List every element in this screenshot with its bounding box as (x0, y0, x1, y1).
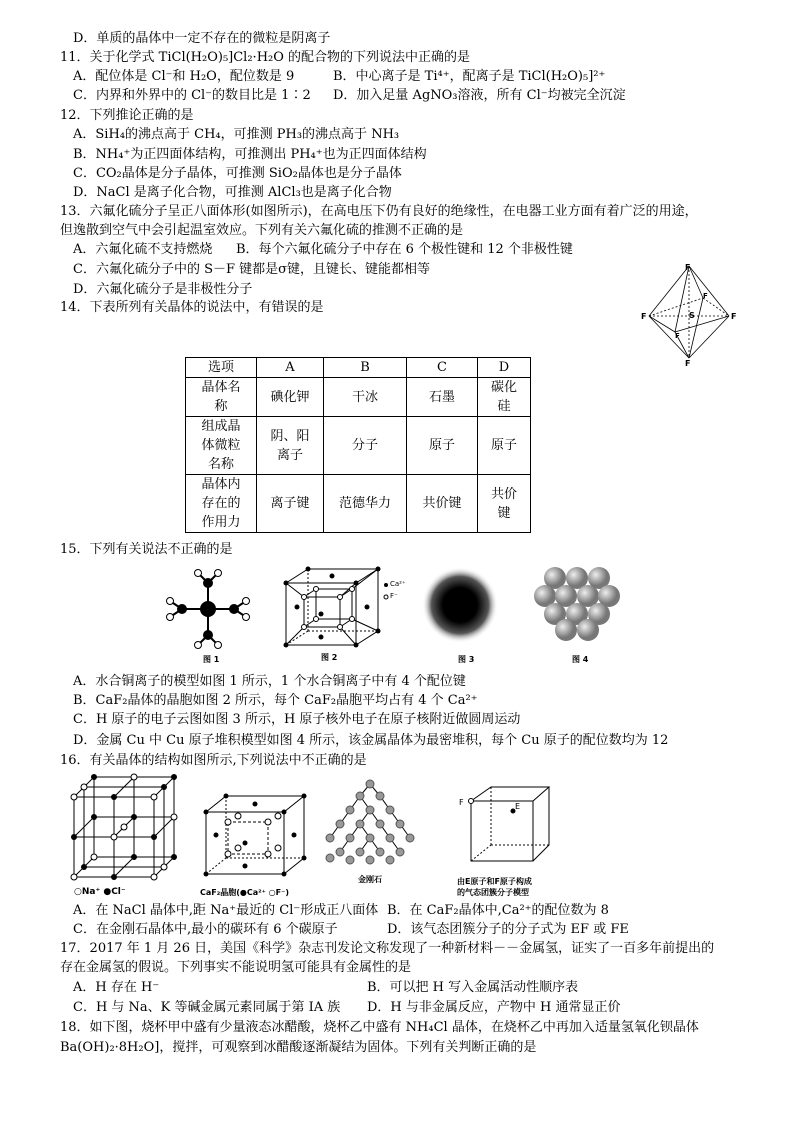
q11-stem: 11．关于化学式 TiCl(H₂O)₅]Cl₂·H₂O 的配合物的下列说法中正确的是 (60, 50, 471, 65)
fig1-caption: 图 1 (203, 655, 220, 664)
q16-stem: 16．有关晶体的结构如图所示,下列说法中不正确的是 (60, 753, 367, 768)
table-cell: 共价键 (407, 475, 478, 533)
q15-stem: 15．下列有关说法不正确的是 (60, 542, 233, 557)
cluster-caption-line1: 由E原子和F原子构成 (457, 877, 532, 886)
q15-option-a: A．水合铜离子的模型如图 1 所示，1 个水合铜离子中有 4 个配位键 (73, 674, 466, 689)
q13-option-c: C．六氟化硫分子中的 S－F 键都是σ键，且键长、键能都相等 (73, 262, 431, 277)
svg-text:F: F (731, 312, 737, 321)
sf6-s-label: S (689, 311, 695, 320)
fig3-electron-cloud (420, 565, 510, 645)
table-cell: 组成晶 体微粒 名称 (186, 417, 257, 475)
cluster-e-label: E (515, 802, 521, 811)
table-cell: 石墨 (407, 378, 478, 417)
q17-stem-line1: 17．2017 年 1 月 26 日，美国《科学》杂志刊发论文称发现了一种新材料－－金属氢，证实了一百多年前提出的 (60, 941, 715, 956)
fig2-legend-ca: Ca²⁺ (390, 580, 406, 588)
table-header-cell: C (407, 358, 478, 378)
q12-option-b: B．NH₄⁺为正四面体结构，可推测出 PH₄⁺也为正四面体结构 (73, 147, 427, 162)
table-cell: 离子键 (257, 475, 324, 533)
table-header-cell: A (257, 358, 324, 378)
svg-text:F: F (641, 312, 647, 321)
q14-table (185, 357, 531, 533)
caf2-cell-figure (200, 790, 310, 880)
q15-option-b: B．CaF₂晶体的晶胞如图 2 所示，每个 CaF₂晶胞平均占有 4 个 Ca²⁺ (73, 693, 478, 708)
q15-option-c: C．H 原子的电子云图如图 3 所示，H 原子核外电子在原子核附近做圆周运动 (73, 712, 521, 727)
q16-option-a: A．在 NaCl 晶体中,距 Na⁺最近的 Cl⁻形成正八面体 (73, 903, 379, 918)
q16-option-b: B．在 CaF₂晶体中,Ca²⁺的配位数为 8 (387, 903, 609, 918)
fig2-legend-f: F⁻ (390, 592, 398, 600)
q14-stem: 14．下表所列有关晶体的说法中，有错误的是 (60, 300, 324, 315)
q13-option-d: D．六氟化硫分子是非极性分子 (73, 282, 253, 297)
table-cell: 干冰 (324, 378, 407, 417)
table-cell: 原子 (478, 417, 531, 475)
q13-option-b: B．每个六氟化硫分子中存在 6 个极性键和 12 个非极性键 (236, 242, 573, 257)
q11-option-d: D．加入足量 AgNO₃溶液，所有 Cl⁻均被完全沉淀 (333, 88, 626, 103)
q11-option-a: A．配位体是 Cl⁻和 H₂O，配位数是 9 (73, 69, 295, 84)
nacl-structure-figure (70, 775, 180, 885)
table-cell: 碳化 硅 (478, 378, 531, 417)
table-cell: 共价 键 (478, 475, 531, 533)
q17-option-c: C．H 与 Na、K 等碱金属元素同属于第 IA 族 (73, 1000, 341, 1015)
table-row (186, 417, 531, 475)
q17-stem-line2: 存在金属氢的假说。下列事实不能说明氢可能具有金属性的是 (60, 960, 412, 975)
table-header-cell: D (478, 358, 531, 378)
q13-stem-line2: 但逸散到空气中会引起温室效应。下列有关六氟化硫的推测不正确的是 (60, 223, 464, 238)
fig4-cu-packing (535, 566, 625, 646)
q18-stem-line2: Ba(OH)₂·8H₂O]，搅拌，可观察到冰醋酸逐渐凝结为固体。下列有关判断正确的是 (60, 1040, 537, 1055)
cluster-f-label: F (459, 798, 464, 807)
q15-option-d: D．金属 Cu 中 Cu 原子堆积模型如图 4 所示，该金属晶体为最密堆积，每个 Cu 原子的配位数均为 12 (73, 733, 669, 748)
q11-option-b: B．中心离子是 Ti⁴⁺，配离子是 TiCl(H₂O)₅]²⁺ (333, 69, 606, 84)
svg-text:F: F (703, 292, 708, 300)
table-header-cell: B (324, 358, 407, 378)
table-row (186, 475, 531, 533)
q13-option-a: A．六氟化硫不支持燃烧 (73, 242, 213, 257)
fig4-caption: 图 4 (572, 655, 589, 664)
cluster-caption-line2: 的气态团簇分子模型 (457, 888, 529, 897)
fig2-caf2-cell (282, 567, 392, 647)
q17-option-a: A．H 存在 H⁻ (73, 980, 160, 995)
q13-stem-line1: 13．六氟化硫分子呈正八面体形(如图所示)，在高电压下仍有良好的绝缘性，在电器工业方面有着广泛的用途， (60, 204, 698, 219)
sf6-f-label: F (685, 263, 691, 272)
diamond-structure-figure (320, 778, 420, 868)
q11-option-c: C．内界和外界中的 Cl⁻的数目比是 1∶2 (73, 88, 311, 103)
diamond-caption: 金刚石 (358, 875, 382, 884)
nacl-legend: ○Na⁺ ●Cl⁻ (74, 887, 126, 897)
svg-text:F: F (685, 359, 691, 368)
table-cell: 阴、阳 离子 (257, 417, 324, 475)
table-header-cell: 选项 (186, 358, 257, 378)
q17-option-b: B．可以把 H 写入金属活动性顺序表 (367, 980, 579, 995)
q12-option-a: A．SiH₄的沸点高于 CH₄，可推测 PH₃的沸点高于 NH₃ (73, 127, 400, 142)
table-cell: 范德华力 (324, 475, 407, 533)
fig1-hydrated-copper-ion (160, 565, 260, 645)
q12-stem: 12．下列推论正确的是 (60, 108, 194, 123)
table-cell: 晶体名 称 (186, 378, 257, 417)
q12-option-d: D．NaCl 是离子化合物，可推测 AlCl₃也是离子化合物 (73, 185, 392, 200)
table-cell: 碘化钾 (257, 378, 324, 417)
caf2-caption: CaF₂晶胞(●Ca²⁺ ○F⁻) (200, 888, 289, 897)
table-cell: 晶体内 存在的 作用力 (186, 475, 257, 533)
table-cell: 原子 (407, 417, 478, 475)
table-row (186, 378, 531, 417)
q18-stem-line1: 18．如下图，烧杯甲中盛有少量液态冰醋酸，烧杯乙中盛有 NH₄Cl 晶体，在烧杯乙中再加入适量氢氧化钡晶体 (60, 1020, 699, 1035)
svg-text:F: F (675, 332, 680, 340)
q16-option-d: D．该气态团簇分子的分子式为 EF 或 FE (387, 922, 629, 937)
q16-option-c: C．在金刚石晶体中,最小的碳环有 6 个碳原子 (73, 922, 338, 937)
table-cell: 分子 (324, 417, 407, 475)
q10-option-d: D．单质的晶体中一定不存在的微粒是阴离子 (73, 31, 331, 46)
q12-option-c: C．CO₂晶体是分子晶体，可推测 SiO₂晶体也是分子晶体 (73, 166, 402, 181)
sf6-octahedron-figure (641, 262, 745, 368)
ef-cluster-figure (459, 785, 555, 865)
fig3-caption: 图 3 (458, 655, 475, 664)
fig2-caption: 图 2 (321, 653, 338, 662)
q17-option-d: D．H 与非金属反应，产物中 H 通常显正价 (367, 1000, 621, 1015)
